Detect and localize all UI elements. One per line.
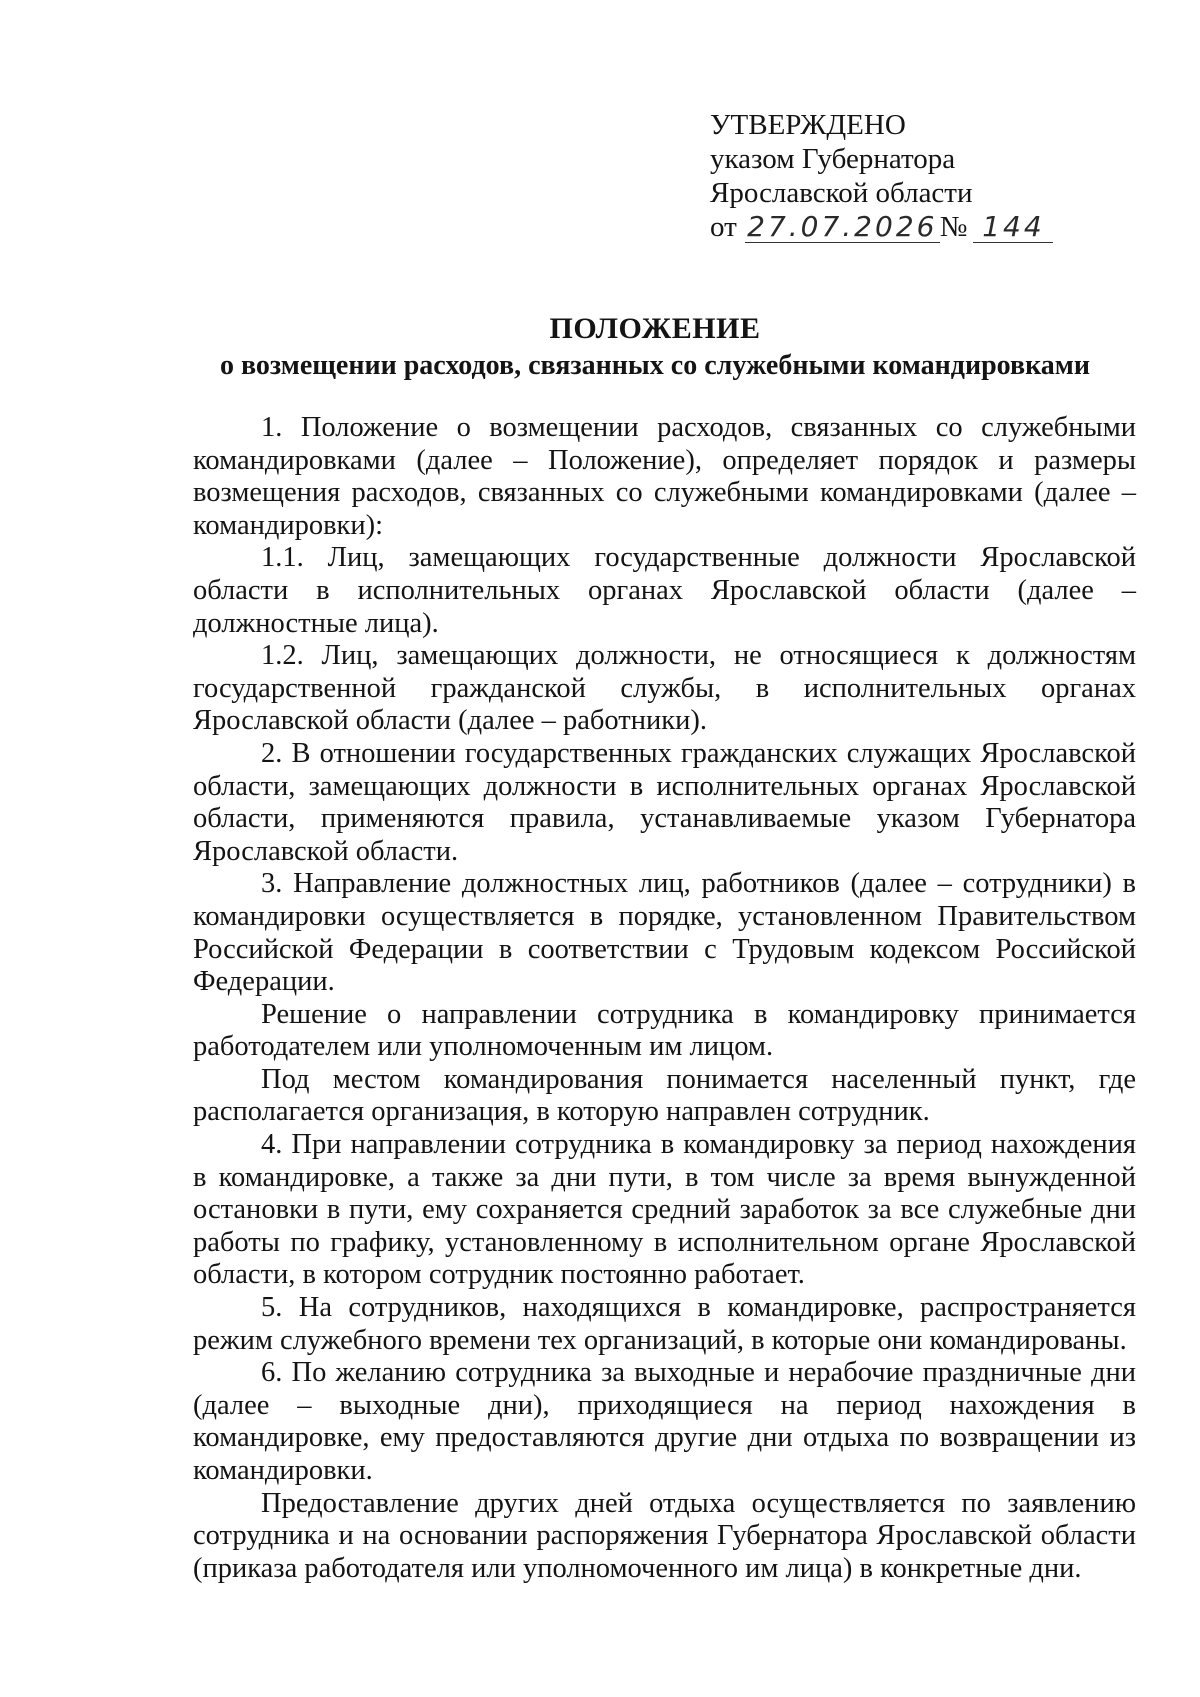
paragraph: 3. Направление должностных лиц, работников (далее – сотрудники) в командировки осуществляется в порядке, установленном Правительством Российской Федерации в соответствии с Трудовым кодексом Российской Федерации. — [193, 868, 1136, 998]
number-prefix: № — [939, 211, 968, 243]
approval-date-number-line — [710, 210, 1053, 244]
approval-block — [710, 108, 1053, 244]
handwritten-number: 144 — [973, 212, 1053, 243]
approval-line-decree: указом Губернатора — [710, 143, 956, 175]
document-title: ПОЛОЖЕНИЕ — [549, 312, 761, 345]
paragraph: 1.1. Лиц, замещающих государственные должности Ярославской области в исполнительных органах Ярославской области (далее – должностные лица). — [193, 542, 1136, 639]
paragraph: 1. Положение о возмещении расходов, связанных со служебными командировками (далее – Положение), определяет порядок и размеры возмещения расходов, связанных со служебными командировками (далее – командировки): — [193, 412, 1136, 541]
paragraph: Предоставление других дней отдыха осуществляется по заявлению сотрудника и на основании распоряжения Губернатора Ярославской области (приказа работодателя или уполномоченного им лица) в конкретные дни. — [193, 1487, 1136, 1584]
document-subtitle: о возмещении расходов, связанных со служебными командировками — [219, 350, 1090, 381]
paragraph: 2. В отношении государственных гражданских служащих Ярославской области, замещающих должности в исполнительных органах Ярославской области, применяются правила, устанавливаемые указом Губернатора Ярославской области. — [193, 737, 1136, 867]
date-prefix: от — [710, 211, 737, 243]
paragraph: 6. По желанию сотрудника за выходные и нерабочие праздничные дни (далее – выходные дни), приходящиеся на период нахождения в командировке, ему предоставляются другие дни отдыха по возвращении из командировки. — [193, 1357, 1136, 1486]
paragraph: 5. На сотрудников, находящихся в командировке, распространяется режим служебного времени тех организаций, в которые они командированы. — [193, 1292, 1136, 1356]
document-body — [193, 412, 1136, 1585]
approval-line-region: Ярославской области — [710, 177, 973, 209]
paragraph: Решение о направлении сотрудника в командировку принимается работодателем или уполномоченным им лицом. — [193, 998, 1136, 1063]
paragraph: 4. При направлении сотрудника в командировку за период нахождения в командировке, а также за дни пути, в том числе за время вынужденной остановки в пути, ему сохраняется средний заработок за все служебные дни работы по графику, установленному в исполнительном органе Ярославской области, в котором сотрудник постоянно работает. — [193, 1129, 1136, 1291]
paragraph: Под местом командирования понимается населенный пункт, где располагается организация, в которую направлен сотрудник. — [193, 1063, 1136, 1128]
approval-line-approved: УТВЕРЖДЕНО — [710, 109, 906, 141]
handwritten-date: 27.07.2026 — [745, 212, 940, 243]
paragraph: 1.2. Лиц, замещающих должности, не относящиеся к должностям государственной гражданской службы, в исполнительных органах Ярославской области (далее – работники). — [193, 640, 1136, 737]
